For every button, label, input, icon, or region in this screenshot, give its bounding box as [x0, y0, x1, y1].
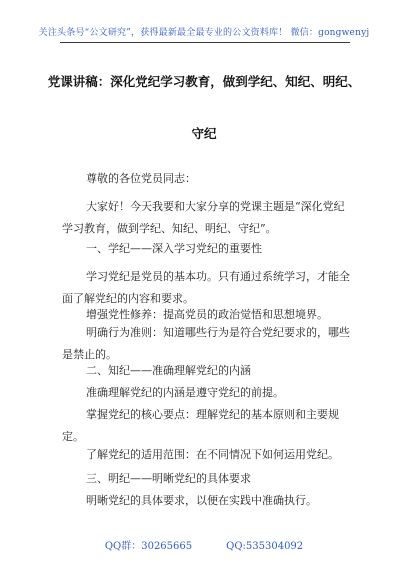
paragraph-intro: 大家好！今天我要和大家分享的党课主题是“深化党纪学习教育，做到学纪、知纪、明纪、守纪”。: [62, 200, 345, 235]
header-notice: 关注头条号“公文研究”，获得最新最全最专业的公文资料库！ 微信：gongwenyj: [38, 28, 370, 38]
paragraph: 了解党纪的适用范围：在不同情况下如何运用党纪。: [86, 448, 339, 461]
paragraph: 准确理解党纪的内涵是遵守党纪的前提。: [86, 386, 284, 399]
paragraph: 学习党纪是党员的基本功。只有通过系统学习，才能全面了解党纪的内容和要求。: [62, 270, 350, 305]
section-heading-2: 二、知纪——准确理解党纪的内涵: [86, 364, 251, 377]
document-title: 党课讲稿：深化党纪学习教育，做到学纪、知纪、明纪、: [47, 74, 361, 89]
paragraph: 增强党性修养：提高党员的政治觉悟和思想境界。: [86, 308, 328, 321]
footer-contact: [0, 537, 408, 552]
paragraph: 掌握党纪的核心要点：理解党纪的基本原则和主要规定。: [62, 408, 339, 443]
paragraph: 明晰党纪的具体要求，以便在实践中准确执行。: [86, 494, 317, 507]
footer-qq-group: QQ群：30265665: [104, 541, 193, 552]
section-heading-3: 三、明纪——明晰党纪的具体要求: [86, 472, 251, 485]
footer-qq: QQ:535304092: [226, 541, 304, 552]
document-title-continued: 守纪: [191, 126, 217, 141]
salutation: 尊敬的各位党员同志：: [86, 172, 196, 185]
header-divider: [60, 42, 350, 43]
paragraph: 明确行为准则：知道哪些行为是符合党纪要求的，哪些是禁止的。: [62, 326, 350, 361]
section-heading-1: 一、学纪——深入学习党纪的重要性: [86, 242, 262, 255]
